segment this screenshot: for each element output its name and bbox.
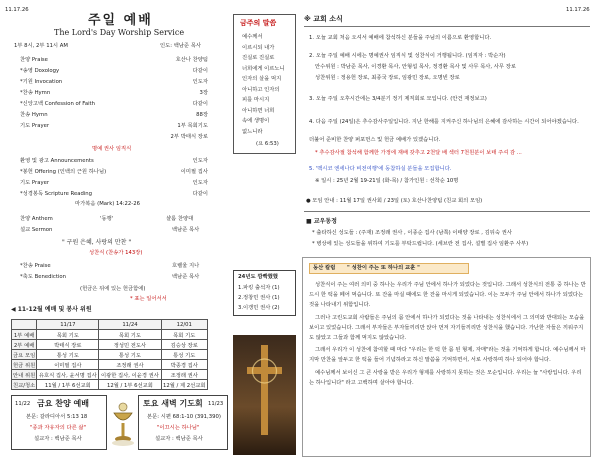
weekly-word-ref: (요 6:53) bbox=[256, 141, 279, 147]
order-item-label: 찬양 Praise bbox=[20, 57, 48, 63]
weekly-word-title: 금주의 말씀 bbox=[240, 19, 277, 27]
order-item-label: 환영 및 광고 Announcements bbox=[20, 158, 94, 164]
communion-note: 성찬식 (찬송가 143장) bbox=[89, 250, 143, 256]
schedule-title: ◀ 11-12월 예배 및 봉사 위원 bbox=[11, 306, 92, 313]
attendance-item: 1.파킹 출석자 (1) bbox=[238, 285, 280, 291]
news-subitem: 안수위원 : 박남준 목사, 이경환 목사, 안형섭 목사, 정경환 목사 및 사무 목사, 사무 장로 bbox=[315, 64, 516, 70]
schedule-row bbox=[12, 380, 208, 390]
attendance-item: 2.정창민 권사 (1) bbox=[238, 295, 280, 301]
schedule-row-label: 2부 예배 bbox=[12, 340, 37, 350]
special-service: 명예 권사 임직식 bbox=[92, 146, 132, 152]
schedule-cell: 12월 / 제 2선교회 bbox=[161, 380, 207, 390]
weekly-word-line: 진실로 진실로 bbox=[242, 55, 275, 61]
news-note: * 추수감사절 참석해 함께한 가정에 재배 갖추고 2천달 배 섹터 7천원분이 보태 주셔 감 ... bbox=[315, 150, 522, 156]
worship-presider: 인도: 백남준 목사 bbox=[160, 43, 201, 49]
offering-box-note: (헌금은 뒤에 있는 헌금함에) bbox=[80, 286, 146, 292]
news-item: 1. 오늘 교회 처음 오셔서 예배에 참석하신 분들을 주님의 이름으로 환영합니다. bbox=[309, 35, 492, 41]
schedule-cell: 11월 / 1부 6선교회 bbox=[37, 380, 99, 390]
order-item-leader: 3장 bbox=[199, 90, 208, 96]
schedule-header-row bbox=[12, 320, 208, 330]
column-paragraph: 그래서 우리가 이 성찬에 참여할 때 마다 "우리는 한 떡 한 몸 된 형제, 자매"라는 것을 기억하게 합니다. 예수님께서 마지막 만찬을 앞두고 한 떡을 들어 기념하라고 하신 말씀을 기억하면서, 서로 사랑하며 하나 되어야 합니다. bbox=[309, 347, 586, 364]
sermon-label: 설교 Sermon bbox=[20, 227, 53, 233]
schedule-cell: 통성 기도 bbox=[161, 350, 207, 360]
news-item: 3. 오늘 주일 오후시간에는 3/4분기 정기 제직회로 모입니다. (안건 재정보고) bbox=[309, 96, 487, 102]
schedule-cell: 정성민 전도사 bbox=[99, 340, 161, 350]
order-item-leader: 88장 bbox=[196, 112, 208, 118]
schedule-cell: 12월 / 1부 6선교회 bbox=[99, 380, 161, 390]
schedule-row bbox=[12, 350, 208, 360]
order-item-leader: 인도자 bbox=[192, 158, 208, 164]
schedule-row-label: 1부 예배 bbox=[12, 330, 37, 340]
order-item-label: *신앙고백 Confession of Faith bbox=[20, 101, 95, 107]
schedule-cell: 박종경 집사 bbox=[161, 360, 207, 370]
weekly-word-line: 너희에게 이르노니 bbox=[242, 65, 285, 72]
order-item-leader: 인도자 bbox=[192, 180, 208, 186]
schedule-table bbox=[11, 319, 208, 390]
order-item-leader: 인도자 bbox=[192, 79, 208, 85]
schedule-date: 11/24 bbox=[99, 320, 161, 330]
dawn-sermon-title: "이끄시는 하나님" bbox=[157, 425, 200, 431]
closing-hymn-leader: 호렐울 지나 bbox=[172, 263, 200, 269]
schedule-row-label: 금요 모임 bbox=[12, 350, 37, 360]
news-item: 5. '맥시코 엔세나다 비전여행'에 동참하실 분들을 모집합니다. bbox=[309, 166, 452, 172]
weekly-word-line: 피를 마시지 bbox=[242, 97, 270, 103]
order-item-leader: 이미필 집사 bbox=[180, 169, 208, 175]
schedule-row bbox=[12, 340, 208, 350]
weekly-word-line: 인자의 살을 먹지 bbox=[242, 76, 282, 82]
news-subitem: 성찬위원 : 정용헌 장로, 최종국 장로, 임광민 장로, 오명빈 장로 bbox=[315, 75, 460, 81]
schedule-cell: 조정래 권사 bbox=[161, 370, 207, 380]
column-body bbox=[309, 280, 586, 456]
order-item-leader: 다같이 bbox=[192, 191, 208, 197]
schedule-row-label: 친교/청소 bbox=[12, 380, 37, 390]
news-subitem: 더불어 준비한 찬양 퍼포먼스 및 헌금 예배가 있겠습니다. bbox=[309, 137, 441, 143]
column-paragraph: 성찬식이 주는 여러 의미 중 하나는 우리가 주님 안에서 하나가 되었다는 것입니다. 그래서 성찬식의 전통 중 하나는 반드시 한 떡을 떼어 먹습니다. 또 잔을 마실 때에도 한 잔을 마시게 되었습니다. 이는 모두가 주님 안에서 하나가 되었다는 것을 나타내기 위함입니다. bbox=[309, 282, 586, 309]
date-right: 11.17.26 bbox=[566, 7, 590, 13]
dawn-prayer-box bbox=[138, 395, 228, 450]
schedule-cell: 통성 기도 bbox=[37, 350, 99, 360]
weekly-word-line: 예수께서 bbox=[242, 34, 263, 40]
weekly-word-line: 아니하고 인자의 bbox=[242, 86, 280, 93]
news-item: 2. 오늘 주일 예배 시에는 명예권사 임직식 및 성찬식이 거행됩니다. (임직자 : 박순자) bbox=[309, 53, 506, 59]
order-item-label: 기도 Prayer bbox=[20, 180, 50, 186]
order-item-label: *성경봉독 Scripture Reading bbox=[20, 191, 93, 197]
schedule-row bbox=[12, 360, 208, 370]
dawn-title: 토요 새벽 기도회 bbox=[143, 399, 203, 408]
date-left: 11.17.26 bbox=[5, 7, 29, 13]
anthem-title: '동행' bbox=[100, 216, 114, 222]
members-line: * 출타하신 성도들 : (주재) 조정래 권사 , 이종순 집사 (남쪽) 이태양 장로 , 김뒤숙 권사 bbox=[312, 230, 512, 236]
schedule-date: 12/01 bbox=[161, 320, 207, 330]
attendance-box bbox=[233, 270, 296, 316]
friday-sermon-title: "종과 자유자의 다른 삶" bbox=[30, 425, 86, 431]
weekly-word-line: 아니하면 너희 bbox=[242, 107, 275, 114]
schedule-cell: 목회 기도 bbox=[161, 330, 207, 340]
news-note: ※ 일시 : 25년 2월 19-21일 (화-목) / 참가인원 : 선착순 10명 bbox=[315, 178, 459, 184]
schedule-cell: 통성 기도 bbox=[99, 350, 161, 360]
standing-note: * 표는 일어서서 bbox=[130, 296, 167, 302]
friday-preacher: 설교자 : 백남준 목사 bbox=[34, 436, 82, 442]
news-title-divider bbox=[304, 26, 590, 27]
schedule-cell: 이미필 집사 bbox=[37, 360, 99, 370]
dawn-date: 11/23 bbox=[208, 401, 224, 407]
schedule-row-label: 헌금 위원 bbox=[12, 360, 37, 370]
order-item-leader: 다같이 bbox=[192, 68, 208, 74]
schedule-date: 11/17 bbox=[37, 320, 99, 330]
closing-hymn-label: *찬송 Praise bbox=[20, 263, 51, 269]
chalice-image bbox=[111, 393, 135, 451]
friday-title: 금요 찬양 예배 bbox=[37, 399, 89, 408]
benediction-label: *축도 Benediction bbox=[20, 274, 66, 280]
weekly-word-line: 속에 생명이 bbox=[242, 118, 270, 124]
order-item-label: *기원 Invocation bbox=[20, 79, 63, 85]
schedule-corner bbox=[12, 320, 37, 330]
order-item-label: *송영 Doxology bbox=[20, 68, 60, 74]
dawn-text: 본문: 시편 68:1-10 (391,390) bbox=[147, 414, 221, 420]
news-title: ※ 교회 소식 bbox=[304, 15, 343, 23]
attendance-item: 3.이갱민 권사 (2) bbox=[238, 305, 280, 311]
sermon-leader: 백남준 목사 bbox=[172, 227, 200, 233]
order-item-label: *찬송 Hymn bbox=[20, 90, 51, 96]
schedule-cell: 박태식 장로 bbox=[37, 340, 99, 350]
benediction-leader: 백남준 목사 bbox=[172, 274, 200, 280]
news-item: 4. 다음 주일 (24일)은 추수감사주일입니다. 지난 한해를 지켜주신 하나님의 은혜에 감사하는 시간이 되어야겠습니다. bbox=[309, 119, 579, 125]
dawn-preacher: 설교자 : 백남준 목사 bbox=[155, 436, 203, 442]
schedule-cell: 조정래 권사 bbox=[99, 360, 161, 370]
anthem-leader: 샬롬 찬양대 bbox=[166, 216, 194, 222]
schedule-row bbox=[12, 330, 208, 340]
schedule-cell: 이광한 집사, 이윤경 권사 bbox=[99, 370, 161, 380]
members-title: ■ 교우동정 bbox=[306, 218, 337, 225]
column-label: 동산 칼럼 bbox=[313, 265, 336, 271]
column-paragraph: 예수님께서 보이신 그 큰 사랑을 받은 우리가 형제를 사랑하지 못하는 것은 모순입니다. 우리는 늘 "사랑입니다. 우리는 하나입니다" 라고 고백하며 살아야 합니다. bbox=[309, 369, 582, 386]
anthem-label: 찬양 Anthem bbox=[20, 216, 53, 222]
sermon-title: " 구원 은혜, 사랑의 만찬 " bbox=[62, 239, 132, 246]
worship-title: 주일 예배 bbox=[88, 13, 153, 28]
order-item-leader: 호산나 찬양팀 bbox=[175, 57, 208, 63]
worship-subtitle: The Lord's Day Worship Service bbox=[54, 28, 185, 37]
friday-service-box bbox=[11, 395, 107, 450]
order-item-leader: 2부 박태식 장로 bbox=[170, 134, 208, 140]
order-item-label: *봉헌 Offering (인백의 근원 하나님) bbox=[20, 169, 107, 175]
friday-date: 11/22 bbox=[15, 401, 31, 407]
cross-image bbox=[233, 335, 296, 455]
schedule-row bbox=[12, 370, 208, 380]
schedule-row-label: 안내 위원 bbox=[12, 370, 37, 380]
worship-time: 1부 8시, 2부 11시 AM bbox=[14, 43, 68, 49]
weekly-word-line: 이르시되 내가 bbox=[242, 44, 275, 51]
schedule-cell: 유호식 집사, 윤서명 집사 bbox=[37, 370, 99, 380]
order-item-label: 찬송 Hymn bbox=[20, 112, 48, 118]
order-item-leader: 다같이 bbox=[192, 101, 208, 107]
weekly-word-box bbox=[233, 14, 296, 154]
weekly-word-line: 없느니라 bbox=[242, 128, 263, 135]
column-title: " 성찬이 주는 또 하나의 교훈 " bbox=[347, 265, 420, 271]
scripture-reference: 마가복음 (Mark) 14:22-26 bbox=[75, 201, 140, 207]
order-item-label: 기도 Prayer bbox=[20, 123, 50, 129]
schedule-cell: 김승상 장로 bbox=[161, 340, 207, 350]
schedule-cell: 목회 기도 bbox=[37, 330, 99, 340]
column-box bbox=[302, 257, 591, 457]
friday-text: 본문: 갈라디아서 5:13 18 bbox=[26, 414, 88, 420]
section-divider bbox=[304, 211, 590, 212]
order-item-leader: 1부 목회기도 bbox=[177, 123, 208, 129]
schedule-cell: 목회 기도 bbox=[99, 330, 161, 340]
members-line: * 병상에 있는 성도들을 위하여 기도를 부탁드립니다. (세브란 전 집사, 설별 집사 임환주 사부) bbox=[312, 241, 529, 247]
meeting-notice: ● 모임 안내 : 11월 17일 권사회 / 23일 (토) 호산나찬양팀 (친교 회의 모임) bbox=[306, 198, 483, 204]
column-paragraph: 그러나 고린도교회 사람들은 주님의 몸 안에서 하나가 되었다는 것을 나타내는 성찬식에서 그 의미와 반대되는 모습을 보이고 있었습니다. 그래서 부자들은 부자들끼리만 앉아 먼저 자기들끼리만 성찬식을 했습니다. 가난한 자들은 끼워주지도 않았고 그들과 함께 먹지도 않았습니다. bbox=[309, 314, 585, 342]
attendance-title: 24년도 깜빡했했 bbox=[238, 274, 278, 280]
